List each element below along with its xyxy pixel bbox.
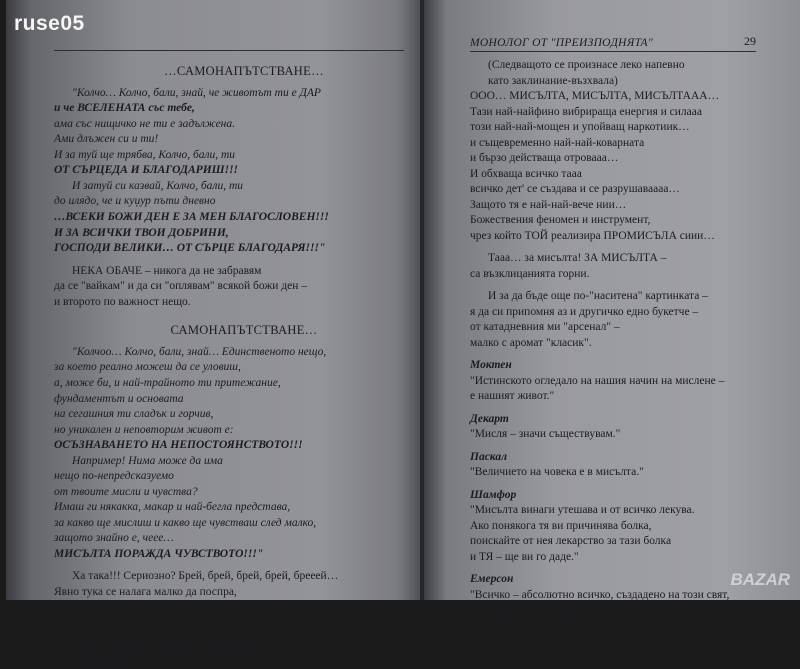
left-block-2: [54, 264, 404, 311]
text-line: да се погледам, да се послушам, да се поосвестя: [54, 601, 291, 614]
heading-self-guidance-2: САМОНАПЪТСТВАНЕ…: [170, 323, 318, 338]
text-line: Ами длъжен си и ти!: [54, 133, 159, 146]
right-running-header: [470, 34, 756, 52]
text-line: на сегашния ти сладък и горчив,: [54, 408, 214, 421]
watermark-username: ruse05: [14, 12, 85, 35]
text-line: за което реално можеш да се уловиш,: [54, 361, 241, 374]
text-line: Дааа… за мисълта ще бъде приказката!: [72, 639, 266, 652]
text-line: Тази най-найфино вибрираща енергия и силааа: [470, 105, 702, 118]
left-header-rule: [54, 50, 404, 51]
text-line: ама със нищичко не ти е задължена.: [54, 117, 236, 130]
text-line: "Колчоо… Колчо, бали, знай… Единственото нещо,: [72, 345, 327, 358]
text-line: и чак тогаз да продълажа!!! (Не много голяма пауза): [54, 616, 310, 629]
text-line: И за да бъде още по-"наситена" картинката –: [488, 290, 708, 303]
text-line: и бързо действаща отровааа…: [470, 152, 619, 165]
text-line: Тааа… за мисълта! ЗА МИСЪЛТА –: [488, 252, 667, 265]
text-line: всичко дет' се създава и се разрушаваааа…: [470, 183, 680, 196]
quote-author: Шамфор: [470, 488, 517, 501]
right-page-body: [470, 58, 756, 635]
text-line: И ЗА ВСИЧКИ ТВОИ ДОБРИНИ,: [54, 226, 229, 239]
quote-line: в главата на един отделен човек.": [470, 620, 634, 633]
text-line: за какво ще мислиш и какво ще чувстваш след малко,: [54, 516, 317, 529]
left-block-5: [54, 638, 404, 669]
left-block-1: [54, 86, 404, 257]
quote-line: "Истинското огледало на нашия начин на мислене –: [470, 374, 725, 387]
quote-line: "Мисля – значи съществувам.": [470, 428, 621, 441]
text-line: да се "вайкам" и да си "оплявам" всякой божи ден –: [54, 280, 308, 293]
text-line: от твоите мисли и чувства?: [54, 485, 198, 498]
right-block-2: [470, 251, 756, 282]
quote-line: и ТЯ – ще ви го даде.": [470, 550, 579, 563]
text-line: Защото тя е най-най-вече нии…: [470, 198, 627, 211]
text-line: Явно тука се налага малко да поспра,: [54, 585, 237, 598]
text-line: а, може би, и най-трайното ти притежание,: [54, 377, 281, 389]
quote-line: поискайте от нея лекарство за тази болка: [470, 535, 672, 548]
quote-line: в началото е било мисъл: [470, 604, 590, 617]
text-line: защото знайно е, чеее…: [54, 532, 174, 545]
quote-author: Емерсон: [470, 573, 514, 586]
text-line: малко с аромат "класик".: [470, 336, 592, 349]
text-line: ОТ СЪРЦЕДА И БЛАГОДАРИШ!!!: [54, 164, 239, 177]
text-line: Ха така!!! Сериозно? Брей, брей, брей, брей, брееей…: [72, 570, 339, 583]
text-line: ГОСПОДИ ВЕЛИКИ… ОТ СЪРЦЕ БЛАГОДАРЯ!!!": [54, 242, 326, 255]
text-line: НЕКА ОБАЧЕ – никога да не забравям: [72, 264, 262, 277]
text-line: Например! Нима може да има: [72, 454, 223, 467]
text-line: и че ВСЕЛЕНАТА със тебе,: [54, 102, 195, 115]
left-page-body: [54, 63, 404, 669]
left-block-4: [54, 569, 404, 631]
text-line: от катадневния ми "арсенал" –: [470, 321, 620, 334]
text-line: до илядо, че и куџур пъти дневно: [54, 195, 216, 208]
text-line: (Следващото се произнасе леко напевно: [488, 59, 685, 71]
quote-line: Ако понякога тя ви причинява болка,: [470, 519, 652, 532]
text-line: "Колчо… Колчо, бали, знай, че животът ти е ДАР: [72, 86, 321, 99]
right-block-3: [470, 289, 756, 351]
text-line: но уникален и неповторим живот е:: [54, 423, 234, 436]
text-line: И затуй си казвай, Колчо, бали, ти: [72, 179, 244, 192]
text-line: са възклицанията горни.: [470, 267, 590, 280]
quote-line: "Мисълта винаги утешава и от всичко лекува.: [470, 504, 695, 517]
quotes-list: [470, 358, 756, 634]
text-line: нещо по-непредсказуемо: [54, 470, 174, 483]
text-line: Имаш ги някакка, макар и най-бегла представа,: [54, 501, 291, 514]
text-line: МИСЪЛТА ПОРАЖДА ЧУВСТВОТО!!!": [54, 547, 264, 560]
quote-line: е нашият живот.": [470, 390, 555, 403]
text-line: ООО… МИСЪЛТА, МИСЪЛТА, МИСЪЛТААА…: [470, 90, 720, 103]
text-line: ЗА МИСЪЛТА!!!: [54, 654, 140, 667]
right-page: [424, 0, 800, 633]
text-line: ОСЪЗНАВАНЕТО НА НЕПОСТОЯНСТВОТО!!!: [54, 439, 303, 452]
quote-author: Декарт: [470, 412, 509, 425]
text-line: я да си припомня аз и другичко едно букетче –: [470, 305, 699, 318]
left-block-3: [54, 345, 404, 562]
text-line: фундаментът и основата: [54, 392, 184, 405]
text-line: чрез който ТОЙ реализира ПРОМИСЪЛА сиии…: [470, 229, 715, 242]
text-line: и същевременно най-най-коварната: [470, 136, 645, 149]
quote-author: Моктен: [470, 359, 512, 372]
page-number: 29: [744, 34, 756, 48]
running-header-title: МОНОЛОГ ОТ "ПРЕИЗПОДНЯТА": [470, 37, 654, 49]
text-line: и второто по важност нещо.: [54, 295, 191, 308]
quote-author: Паскал: [470, 450, 507, 463]
text-line: като заклинание-възхвала): [488, 74, 618, 87]
text-line: Божествения феномен и инструмент,: [470, 214, 651, 227]
text-line: този най-най-мощен и упойващ наркотиик…: [470, 121, 690, 134]
quote-line: "Величието на човека е в мисълта.": [470, 466, 644, 479]
left-page: [6, 0, 422, 667]
text-line: И за туй ще трябва, Колчо, бали, ти: [54, 148, 236, 161]
quote-line: "Всичко – абсолютно всичко, създадено на този свят,: [470, 588, 730, 601]
right-block-1: [470, 58, 756, 244]
text-line: И обхваща всичко тааа: [470, 167, 582, 180]
bazar-logo: BAZAR: [730, 570, 790, 589]
heading-self-guidance-1: …САМОНАПЪТСТВАНЕ…: [164, 64, 324, 78]
text-line: …ВСЕКИ БОЖИ ДЕН Е ЗА МЕН БЛАГОСЛОВЕН!!!: [54, 211, 329, 223]
